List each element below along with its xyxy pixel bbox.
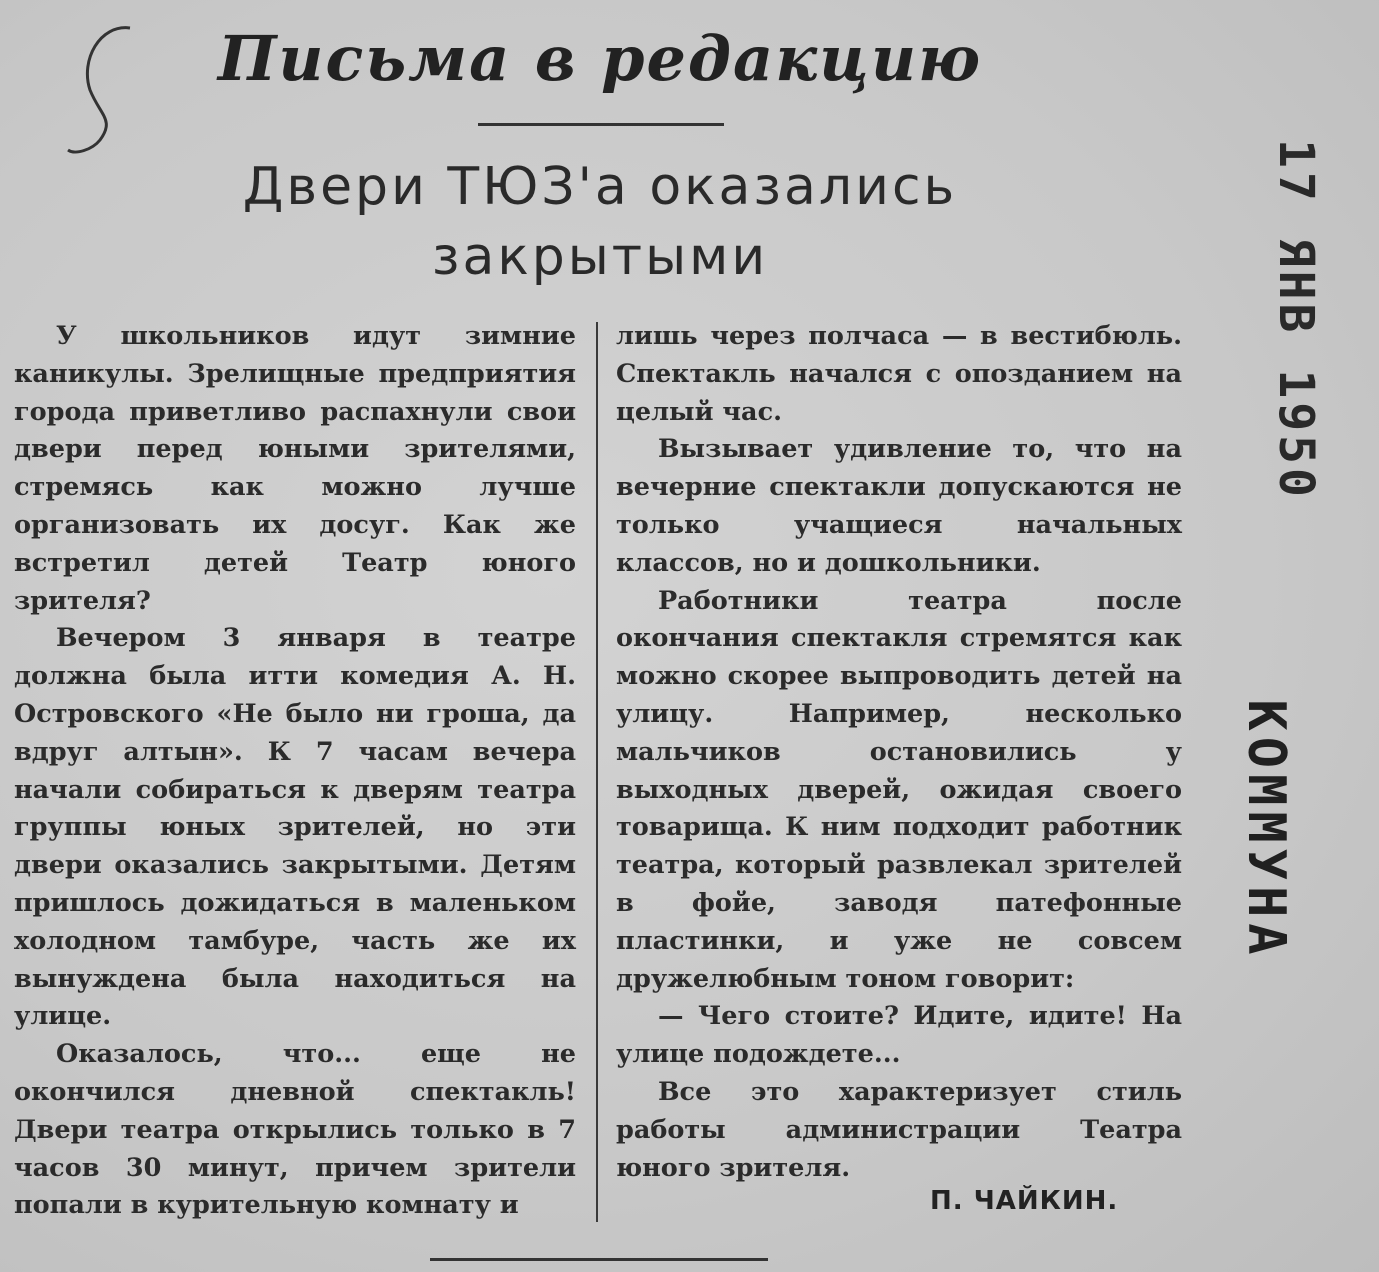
- article-column-2: [616, 318, 1182, 1187]
- rubric-divider: [478, 123, 724, 126]
- column-divider: [596, 322, 598, 1222]
- paragraph: — Чего стоите? Идите, идите! На улице подождете...: [616, 1001, 1182, 1070]
- paragraph: Вечером 3 января в театре должна была итти комедия А. Н. Островского «Не было ни гроша, да вдруг алтын». К 7 часам вечера начали собираться к дверям театра группы юных зрителей, но эти двери оказались закрытыми. Детям пришлось дожидаться в маленьком холодном тамбуре, часть же их вынуждена была находиться на улице.: [14, 623, 576, 1032]
- paragraph: лишь через полчаса — в вестибюль. Спектакль начался с опозданием на целый час.: [616, 321, 1182, 427]
- headline-line-2: закрытыми: [431, 227, 769, 287]
- author-signature: П. ЧАЙКИН.: [930, 1186, 1119, 1216]
- article-column-1: [14, 318, 576, 1225]
- date-stamp-text: 17 ЯНВ 1950: [1268, 139, 1324, 501]
- headline-line-1: Двери ТЮЗ'а оказались: [242, 157, 958, 217]
- rubric-title: Письма в редакцию: [217, 22, 983, 95]
- paragraph: У школьников идут зимние каникулы. Зрелищные предприятия города приветливо распахнули свои двери перед юными зрителями, стремясь как можно лучше организовать их досуг. Как же встретил детей Театр юного зрителя?: [14, 321, 576, 616]
- paragraph: Оказалось, что... еще не окончился дневной спектакль! Двери театра открылись только в 7 часов 30 минут, причем зрители попали в курительную комнату и: [14, 1039, 576, 1221]
- newspaper-stamp: [1226, 650, 1306, 1010]
- bottom-divider: [430, 1258, 768, 1261]
- newspaper-stamp-text: КОММУНА: [1236, 699, 1296, 961]
- paragraph: Все это характеризует стиль работы администрации Театра юного зрителя.: [616, 1076, 1182, 1183]
- paragraph: Работники театра после окончания спектакля стремятся как можно скорее выпроводить детей на улицу. Например, несколько мальчиков остановились у выходных дверей, ожидая своего товарища. К ним подходит работник театра, который развлекал зрителей в фойе, заводя патефонные пластинки, и уже не совсем дружелюбным тоном говорит:: [616, 585, 1182, 994]
- paragraph: Вызывает удивление то, что на вечерние спектакли допускаются не только учащиеся начальных классов, но и дошкольники.: [616, 434, 1182, 578]
- date-stamp: [1256, 139, 1336, 501]
- article-headline: [140, 152, 1060, 292]
- pencil-mark-icon: [60, 20, 150, 160]
